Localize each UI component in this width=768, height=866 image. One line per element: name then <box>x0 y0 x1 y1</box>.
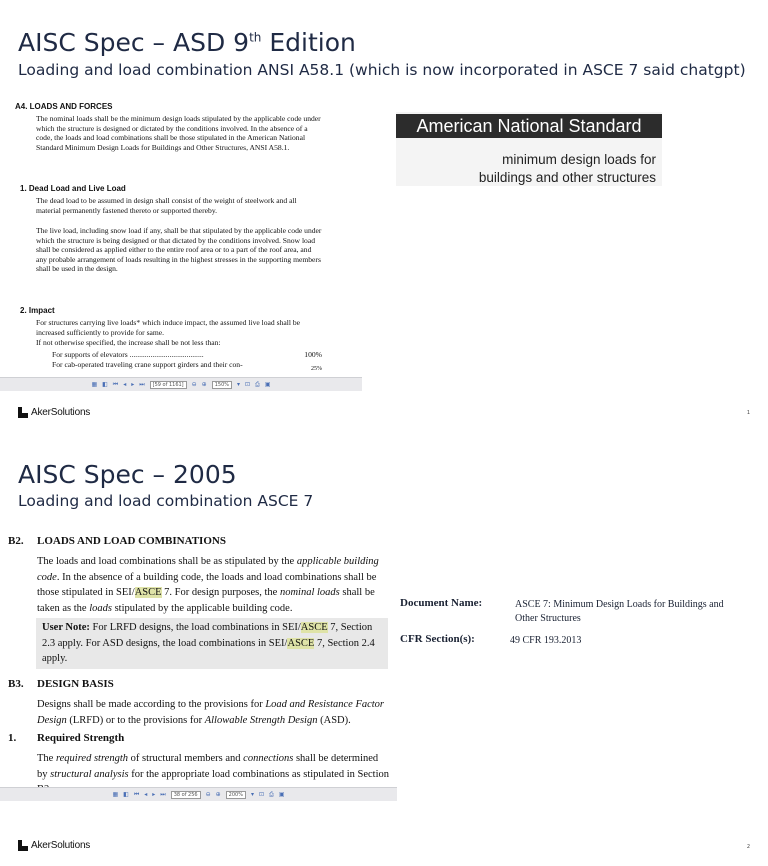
aker-logo-icon <box>18 840 28 851</box>
thumbnails-icon[interactable]: ▦ <box>112 791 119 798</box>
first-page-icon[interactable]: ⏮ <box>112 380 119 388</box>
pdf-toolbar <box>0 377 362 391</box>
section-heading-a4: A4. LOADS AND FORCES <box>15 102 113 111</box>
section-text-a4: The nominal loads shall be the minimum design loads stipulated by the applicable code under which the structure is designed or dictated by the conditions involved. In the absence of a code, the loads and load combinations shall be those stipulated in the American National Standard Minimum Design Loads for Buildings and Other Structures, ANSI A58.1. <box>36 114 321 152</box>
page-number: 1 <box>746 410 750 416</box>
section-text-b3: Designs shall be made according to the provisions for Load and Resistance Factor Design (LRFD) or to the provisions for Allowable Strength Design (ASD). <box>37 699 385 726</box>
prev-page-icon[interactable]: ◂ <box>123 381 127 388</box>
impact-item-crane: For cab-operated traveling crane support girders and their con- 25% <box>52 360 322 370</box>
pdf-toolbar <box>0 787 397 801</box>
slide-subtitle: Loading and load combination ASCE 7 <box>18 492 314 510</box>
fit-page-icon[interactable]: ⊡ <box>245 381 251 388</box>
section-heading-dead-live: 1. Dead Load and Live Load <box>20 184 126 193</box>
last-page-icon[interactable]: ⏭ <box>139 380 145 388</box>
ansi-band: American National Standard <box>396 114 662 138</box>
section-text-impact-2: If not otherwise specified, the increase shall be not less than: <box>36 338 221 347</box>
section-heading-impact: 2. Impact <box>20 306 55 315</box>
section-text-dead-load: The dead load to be assumed in design shall consist of the weight of steelwork and all material permanently fastened thereto or supported thereby. <box>36 196 297 215</box>
section-text-impact: For structures carrying live loads* which induce impact, the assumed live load shall be increased sufficiently to provide for same. <box>36 318 301 337</box>
zoom-in-icon[interactable]: ⊕ <box>215 791 221 798</box>
section-number-b3: B3. <box>8 678 24 690</box>
document-name-value: ASCE 7: Minimum Design Loads for Buildings and Other Structures <box>515 599 724 624</box>
last-page-icon[interactable]: ⏭ <box>160 790 166 798</box>
thumbnails-icon[interactable]: ▦ <box>91 381 98 388</box>
document-name-label: Document Name: <box>400 597 483 609</box>
slide-title: AISC Spec – 2005 <box>18 460 237 489</box>
zoom-out-icon[interactable]: ⊖ <box>205 791 211 798</box>
next-page-icon[interactable]: ▸ <box>152 791 156 798</box>
ansi-cover-excerpt <box>396 112 662 186</box>
cfr-section-label: CFR Section(s): <box>400 633 475 645</box>
section-heading-b2: LOADS AND LOAD COMBINATIONS <box>37 535 226 547</box>
slide-2 <box>0 433 768 866</box>
section-number-1: 1. <box>8 732 17 744</box>
page-number: 2 <box>746 844 750 850</box>
zoom-field[interactable]: 200% <box>226 791 246 799</box>
section-heading-b3: DESIGN BASIS <box>37 678 114 690</box>
page-number-field[interactable]: 38 of 256 <box>171 791 201 799</box>
document-info-excerpt <box>397 590 745 648</box>
section-number-b2: B2. <box>8 535 24 547</box>
section-text-required-strength: The required strength of structural members and connections shall be determined by structural analysis for the appropriate load combinations as stipulated in Section <box>37 753 389 780</box>
slide-title: AISC Spec – ASD 9th Edition <box>18 28 356 57</box>
next-page-icon[interactable]: ▸ <box>131 381 135 388</box>
slide-subtitle: Loading and load combination ANSI A58.1 (which is now incorporated in ASCE 7 said chatgpt) <box>18 61 746 79</box>
prev-page-icon[interactable]: ◂ <box>144 791 148 798</box>
impact-item-elevators: For supports of elevators ....................................... 100% <box>52 350 322 359</box>
section-text-live-load: The live load, including snow load if any, shall be that stipulated by the applicable code under which the structure is being designed or that dictated by the conditions involved. Snow load shall be considered as applied either to the entire roof area or to a part of the roof area, and any probable arrangement of loads resulting in the highest stresses in the supporting members shall be used in the design. <box>36 226 322 274</box>
fit-page-icon[interactable]: ⊡ <box>258 791 264 798</box>
save-icon[interactable]: ▣ <box>264 381 271 388</box>
spec-page-scan <box>0 98 362 391</box>
cfr-section-value: 49 CFR 193.2013 <box>510 635 582 646</box>
zoom-dropdown-icon[interactable]: ▾ <box>237 381 241 388</box>
first-page-icon[interactable]: ⏮ <box>133 790 140 798</box>
ansi-line-2: buildings and other structures <box>478 170 656 185</box>
bookmarks-icon[interactable]: ◧ <box>102 381 108 388</box>
print-icon[interactable]: ⎙ <box>255 380 260 388</box>
save-icon[interactable]: ▣ <box>278 791 285 798</box>
company-logo <box>18 407 90 418</box>
bookmarks-icon[interactable]: ◧ <box>123 791 129 798</box>
zoom-field[interactable]: 150% <box>212 381 232 389</box>
aker-logo-icon <box>18 407 28 418</box>
page-number-field[interactable]: [59 of 1161] <box>150 381 187 389</box>
section-heading-required-strength: Required Strength <box>37 732 125 744</box>
ansi-line-1: minimum design loads for <box>502 152 656 167</box>
logo-text: AkerSolutions <box>31 840 91 851</box>
spec-page-scan <box>0 529 397 801</box>
zoom-out-icon[interactable]: ⊖ <box>191 381 197 388</box>
section-text-b2: The loads and load combinations shall be as stipulated by the applicable building code. In the absence of a building code, the loads and load combinations shall be those stipulated in SEI/ASCE 7. For design purposes, the nominal loads shall be taken as the loads stipulated by the applicable building code. <box>37 556 379 614</box>
print-icon[interactable]: ⎙ <box>269 790 274 798</box>
logo-text: AkerSolutions <box>31 407 91 418</box>
user-note: User Note: For LRFD designs, the load combinations in SEI/ASCE 7, Section 2.3 apply. For ASD designs, the load combinations in SEI/ASCE 7, Section 2.4 apply. <box>36 618 388 669</box>
zoom-in-icon[interactable]: ⊕ <box>201 381 207 388</box>
zoom-dropdown-icon[interactable]: ▾ <box>250 791 254 798</box>
company-logo <box>18 840 90 851</box>
